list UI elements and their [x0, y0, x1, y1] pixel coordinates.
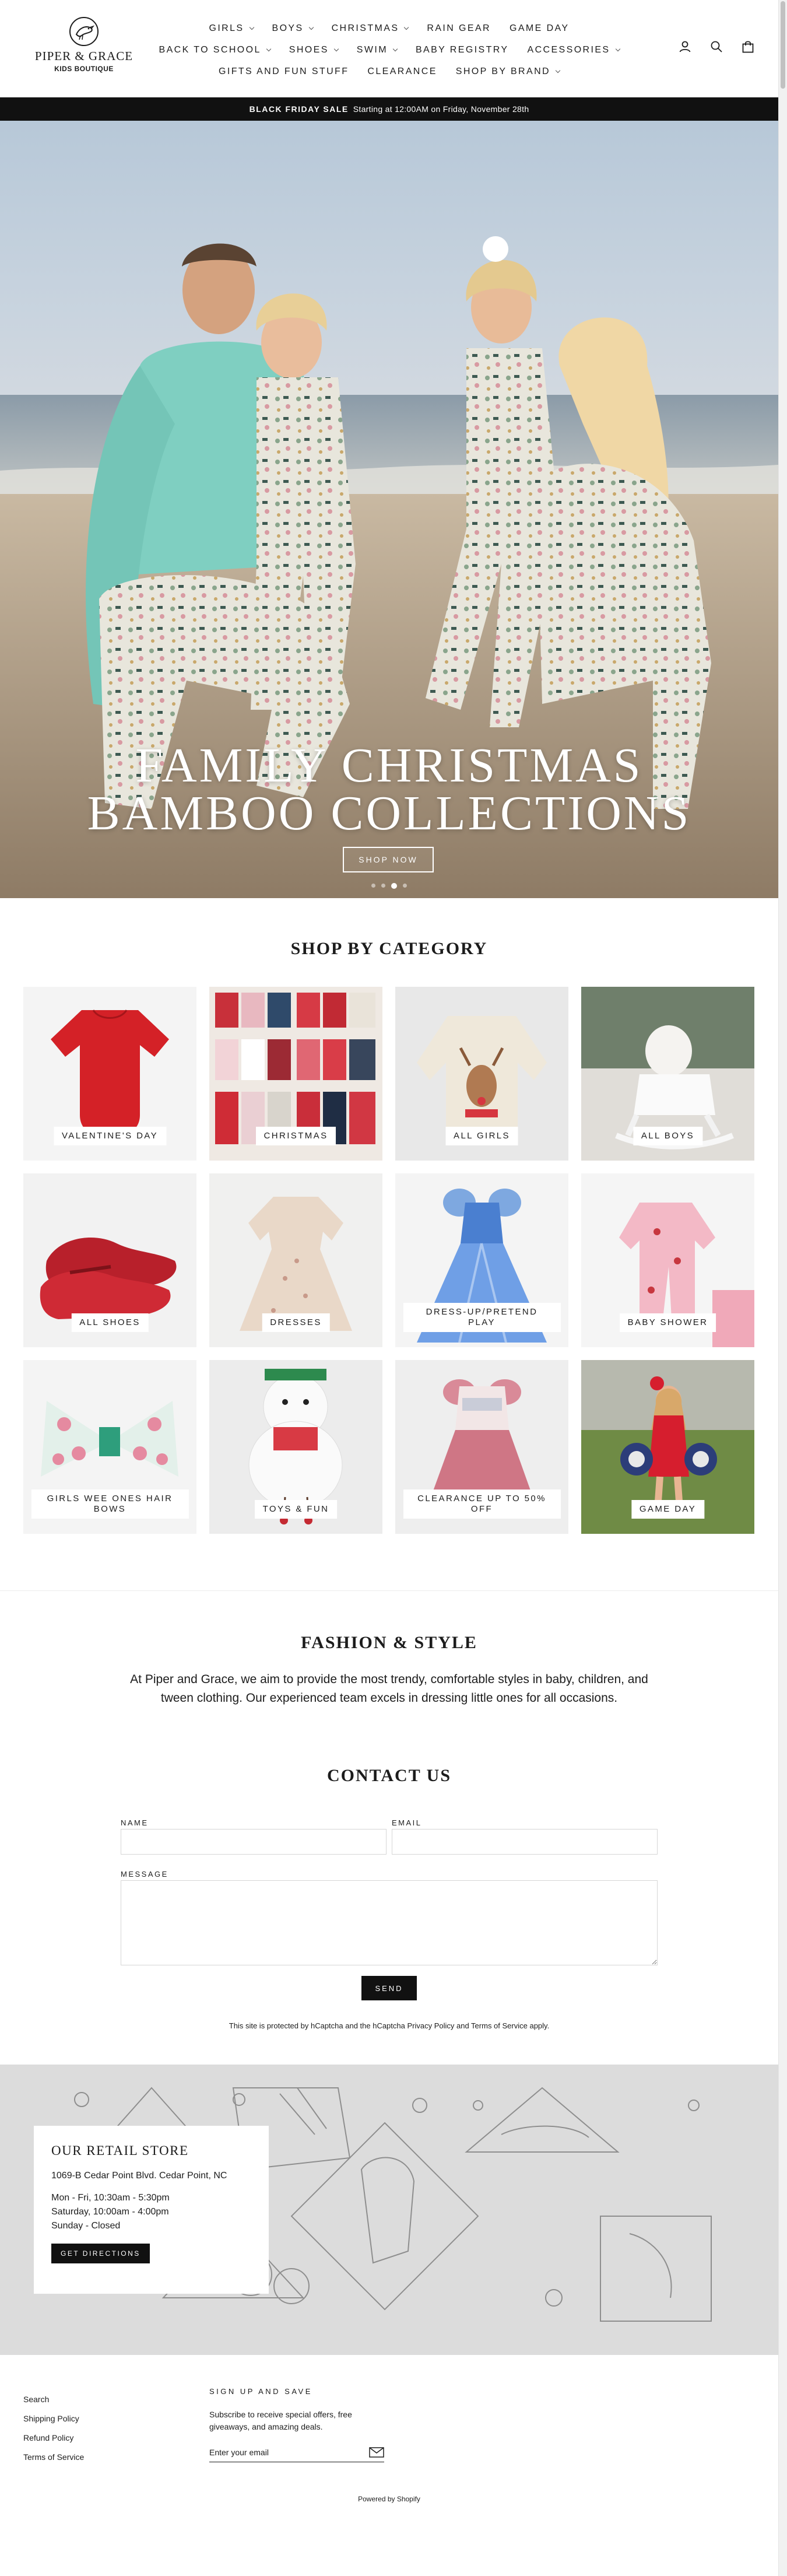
nav-label: BABY REGISTRY: [415, 44, 509, 55]
fashion-text: At Piper and Grace, we aim to provide the most trendy, comfortable styles in baby, children, and tween clothing. Our experienced team excels in dressing little ones for all occasions.: [130, 1673, 648, 1705]
category-label: BABY SHOWER: [620, 1313, 716, 1332]
store-hours-line: Mon - Fri, 10:30am - 5:30pm: [51, 2193, 170, 2203]
announcement-text: Starting at 12:00AM on Friday, November 28th: [353, 104, 529, 114]
nav-item-clearance[interactable]: [367, 66, 437, 77]
fashion-and-style: [0, 1591, 778, 1766]
category-title: SHOP BY CATEGORY: [290, 939, 488, 958]
store-info-card: [34, 2126, 269, 2294]
nav-item-shoes[interactable]: [289, 45, 338, 55]
category-label: ALL GIRLS: [445, 1127, 518, 1145]
hero-title-line-2: BAMBOO COLLECTIONS: [87, 786, 691, 840]
category-tile-all-girls[interactable]: [395, 987, 568, 1161]
nav-label: GIFTS AND FUN STUFF: [219, 66, 349, 76]
email-label: EMAIL: [392, 1818, 422, 1827]
nav-item-accessories[interactable]: [528, 45, 620, 55]
email-input[interactable]: [392, 1829, 658, 1855]
store-address: 1069-B Cedar Point Blvd. Cedar Point, NC: [51, 2171, 227, 2181]
nav-row-3: [152, 61, 627, 82]
shop-by-category: [0, 898, 778, 1590]
site-header: [0, 0, 778, 97]
category-tile-dress-up[interactable]: [395, 1173, 568, 1347]
nav-item-shop-by-brand[interactable]: [456, 66, 560, 77]
nav-label: BOYS: [272, 23, 304, 33]
logo[interactable]: [26, 16, 142, 73]
store-title: OUR RETAIL STORE: [51, 2143, 189, 2158]
fashion-title: FASHION & STYLE: [301, 1633, 477, 1652]
category-label: DRESS-UP/PRETEND PLAY: [403, 1303, 561, 1332]
chevron-down-icon: [615, 46, 620, 51]
store-hours-line: Saturday, 10:00am - 4:00pm: [51, 2207, 169, 2217]
scrollbar[interactable]: [778, 0, 787, 2576]
category-label: DRESSES: [262, 1313, 330, 1332]
brand-name: PIPER & GRACE: [34, 49, 133, 63]
category-tile-toys[interactable]: [209, 1360, 382, 1534]
nav-item-rain-gear[interactable]: [427, 23, 491, 34]
chevron-down-icon: [266, 46, 271, 51]
category-tile-valentines[interactable]: [23, 987, 196, 1161]
cart-icon[interactable]: [741, 40, 755, 54]
main-nav: [152, 17, 627, 82]
powered-by[interactable]: Powered by Shopify: [358, 2495, 420, 2503]
bird-logo-icon: [66, 16, 101, 47]
message-label: MESSAGE: [121, 1870, 168, 1878]
category-label: GAME DAY: [631, 1500, 704, 1519]
announcement-bold: BLACK FRIDAY SALE: [249, 104, 349, 114]
nav-label: BACK TO SCHOOL: [159, 44, 261, 55]
footer-links: [23, 2390, 84, 2467]
hero-title: [0, 738, 778, 840]
nav-item-baby-registry[interactable]: [416, 45, 509, 55]
nav-item-back-to-school[interactable]: [159, 45, 270, 55]
category-label: ALL SHOES: [71, 1313, 148, 1332]
announcement-bar[interactable]: [0, 97, 778, 121]
signup-text: Subscribe to receive special offers, free giveaways, and amazing deals.: [209, 2410, 352, 2431]
footer-link-search[interactable]: Search: [23, 2395, 50, 2404]
nav-label: SHOES: [289, 44, 329, 55]
category-label: CHRISTMAS: [256, 1127, 336, 1145]
footer-link-terms[interactable]: Terms of Service: [23, 2452, 85, 2462]
nav-row-1: [152, 17, 627, 39]
envelope-icon[interactable]: [369, 2447, 384, 2458]
retail-store: [0, 2065, 778, 2355]
chevron-down-icon: [393, 46, 398, 51]
category-tile-dresses[interactable]: [209, 1173, 382, 1347]
store-hours-line: Sunday - Closed: [51, 2221, 121, 2231]
category-tile-hair-bows[interactable]: [23, 1360, 196, 1534]
account-icon[interactable]: [678, 40, 692, 54]
category-label: TOYS & FUN: [255, 1500, 338, 1519]
category-label: ALL BOYS: [633, 1127, 702, 1145]
footer-link-refund[interactable]: Refund Policy: [23, 2433, 74, 2442]
email-row: [209, 2442, 384, 2462]
nav-item-swim[interactable]: [357, 45, 397, 55]
category-grid: [23, 987, 756, 1534]
get-directions-button[interactable]: GET DIRECTIONS: [51, 2244, 150, 2263]
shop-now-button[interactable]: SHOP NOW: [343, 847, 434, 872]
header-icons: [678, 40, 755, 54]
category-tile-baby-shower[interactable]: [581, 1173, 754, 1347]
newsletter-email-input[interactable]: [209, 2448, 355, 2457]
store-hours: [51, 2191, 251, 2233]
signup-title: SIGN UP AND SAVE: [209, 2387, 312, 2396]
nav-row-2: [152, 39, 627, 61]
newsletter-signup: [209, 2387, 390, 2462]
nav-label: CHRISTMAS: [331, 23, 399, 33]
site-footer: [0, 2355, 778, 2540]
category-tile-christmas[interactable]: [209, 987, 382, 1161]
contact-form: [0, 1766, 778, 2065]
scrollbar-thumb[interactable]: [781, 1, 785, 89]
chevron-down-icon: [404, 24, 409, 29]
nav-label: GAME DAY: [510, 23, 570, 33]
chevron-down-icon: [249, 24, 254, 29]
category-tile-game-day[interactable]: [581, 1360, 754, 1534]
send-button[interactable]: SEND: [361, 1976, 417, 2000]
nav-item-boys[interactable]: [272, 23, 313, 34]
chevron-down-icon: [334, 46, 339, 51]
category-tile-all-boys[interactable]: [581, 987, 754, 1161]
nav-label: SWIM: [356, 44, 388, 55]
slide-dot-1[interactable]: [371, 884, 375, 888]
name-label: NAME: [121, 1818, 149, 1827]
slide-dots: [0, 884, 778, 889]
category-tile-all-shoes[interactable]: [23, 1173, 196, 1347]
slide-dot-2[interactable]: [381, 884, 385, 888]
category-tile-clearance[interactable]: [395, 1360, 568, 1534]
nav-label: GIRLS: [209, 23, 244, 33]
hero-title-line-1: FAMILY CHRISTMAS: [135, 738, 643, 793]
contact-title: CONTACT US: [326, 1766, 452, 1785]
search-icon[interactable]: [709, 40, 723, 54]
category-label: CLEARANCE UP TO 50% OFF: [403, 1489, 561, 1519]
nav-item-gifts[interactable]: [219, 66, 349, 77]
chevron-down-icon: [556, 68, 560, 72]
name-input[interactable]: [121, 1829, 387, 1855]
category-label: VALENTINE'S DAY: [54, 1127, 166, 1145]
nav-item-game-day[interactable]: [510, 23, 569, 34]
message-textarea[interactable]: [121, 1880, 658, 1965]
category-label: GIRLS WEE ONES HAIR BOWS: [31, 1489, 189, 1519]
slide-dot-3[interactable]: [391, 883, 397, 889]
brand-subtitle: KIDS BOUTIQUE: [54, 65, 114, 73]
captcha-notice: This site is protected by hCaptcha and the hCaptcha Privacy Policy and Terms of Service apply.: [229, 2021, 550, 2030]
chevron-down-icon: [308, 24, 313, 29]
nav-label: ACCESSORIES: [527, 44, 610, 55]
nav-label: RAIN GEAR: [427, 23, 491, 33]
hero-banner[interactable]: [0, 121, 778, 898]
slide-dot-4[interactable]: [403, 884, 407, 888]
nav-label: CLEARANCE: [367, 66, 437, 76]
nav-item-girls[interactable]: [209, 23, 253, 34]
nav-label: SHOP BY BRAND: [455, 66, 550, 76]
nav-item-christmas[interactable]: [332, 23, 409, 34]
footer-link-shipping[interactable]: Shipping Policy: [23, 2414, 79, 2423]
